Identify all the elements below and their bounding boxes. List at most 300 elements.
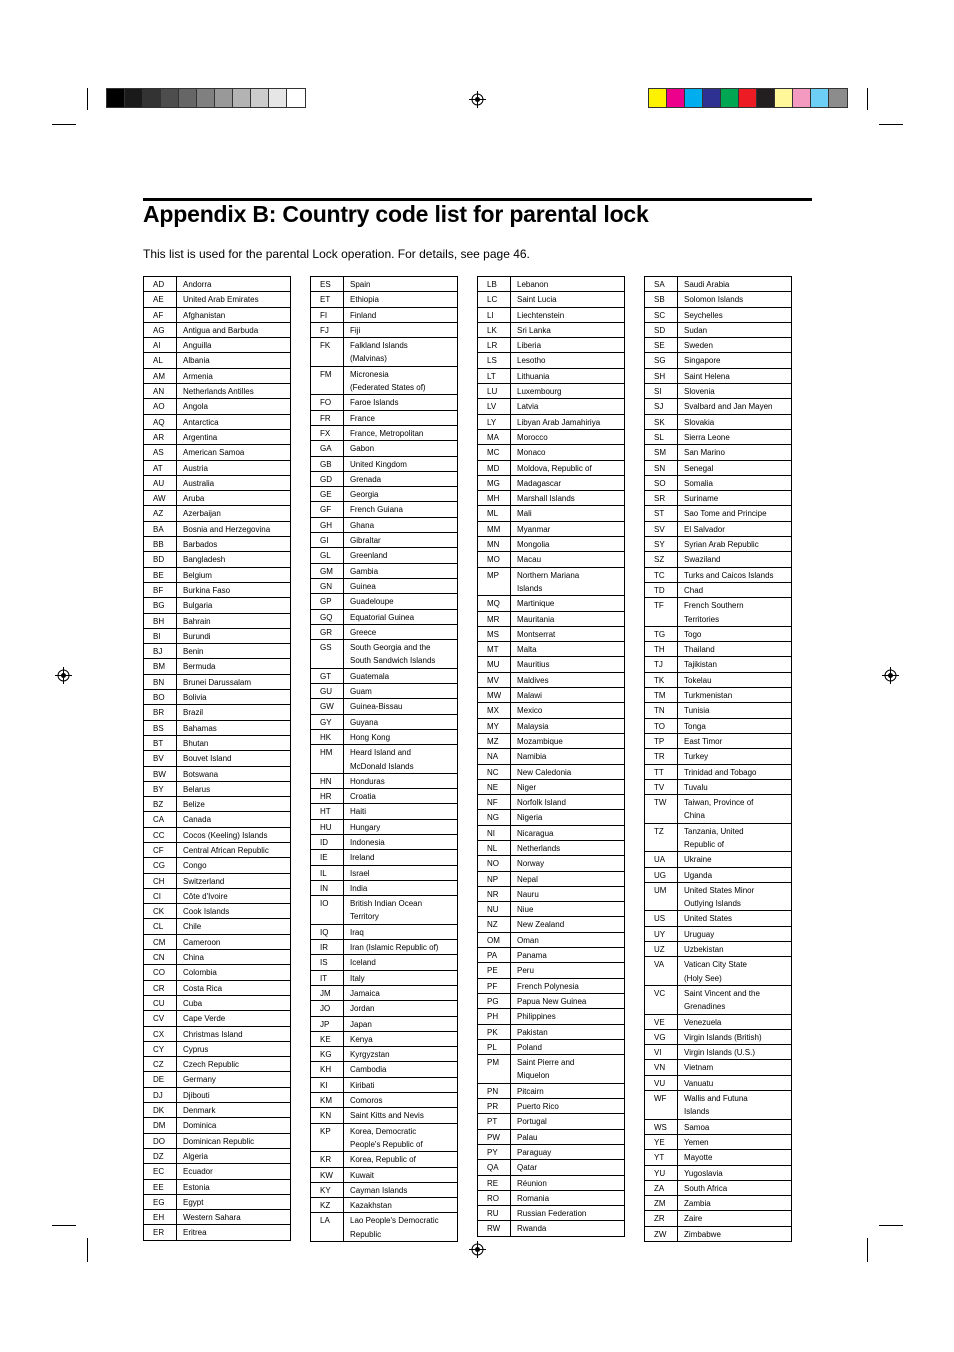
country-name-line: Vietnam xyxy=(684,1063,714,1073)
country-name xyxy=(344,425,458,440)
country-name-line: Switzerland xyxy=(183,876,225,886)
table-row xyxy=(311,668,458,683)
country-name-line: Heard Island and xyxy=(350,748,411,758)
table-row xyxy=(478,626,625,641)
country-code: EC xyxy=(144,1164,177,1179)
country-name xyxy=(344,924,458,939)
country-code: BI xyxy=(144,628,177,643)
country-name xyxy=(344,1016,458,1031)
country-name xyxy=(678,491,792,506)
table-row xyxy=(311,850,458,865)
country-code: KM xyxy=(311,1093,344,1108)
registration-mark-icon xyxy=(55,667,72,684)
country-code: PM xyxy=(478,1055,511,1084)
country-code: MX xyxy=(478,703,511,718)
table-row xyxy=(144,919,291,934)
country-name-line: Belize xyxy=(183,800,205,810)
country-name-line: San Marino xyxy=(684,448,725,458)
country-name-line: Dominica xyxy=(183,1121,217,1131)
country-name-line: Portugal xyxy=(517,1117,547,1127)
country-code: WF xyxy=(645,1091,678,1120)
table-row xyxy=(645,506,792,521)
country-name-line: Guadeloupe xyxy=(350,597,394,607)
country-code: NF xyxy=(478,795,511,810)
country-name-line: Jordan xyxy=(350,1004,375,1014)
country-name xyxy=(344,609,458,624)
table-row xyxy=(478,657,625,672)
country-code: BG xyxy=(144,598,177,613)
table-row xyxy=(311,865,458,880)
country-name-line: Taiwan, Province of xyxy=(684,798,754,808)
country-name-line: Congo xyxy=(183,861,207,871)
table-row xyxy=(645,399,792,414)
country-name-line: Mali xyxy=(517,509,532,519)
country-name xyxy=(177,1194,291,1209)
country-code: AO xyxy=(144,399,177,414)
table-row xyxy=(645,942,792,957)
country-name-line: Kyrgyzstan xyxy=(350,1050,390,1060)
country-name xyxy=(177,644,291,659)
country-name-line: Monaco xyxy=(517,448,546,458)
country-name-line: Mauritania xyxy=(517,614,555,624)
table-row xyxy=(478,1039,625,1054)
country-name xyxy=(678,1091,792,1120)
country-code: HM xyxy=(311,745,344,774)
table-row xyxy=(645,867,792,882)
table-row xyxy=(478,414,625,429)
country-code: FI xyxy=(311,307,344,322)
country-name xyxy=(344,684,458,699)
table-row xyxy=(311,307,458,322)
country-code: DM xyxy=(144,1118,177,1133)
country-name xyxy=(177,858,291,873)
country-code: LB xyxy=(478,277,511,292)
table-row xyxy=(144,888,291,903)
table-row xyxy=(478,948,625,963)
country-name-line: Armenia xyxy=(183,371,213,381)
country-code: SR xyxy=(645,491,678,506)
country-name-line: New Caledonia xyxy=(517,767,572,777)
country-name-line: Turks and Caicos Islands xyxy=(684,570,774,580)
table-row xyxy=(645,537,792,552)
country-name xyxy=(344,1108,458,1123)
country-code: MW xyxy=(478,688,511,703)
country-name xyxy=(177,613,291,628)
table-row xyxy=(144,858,291,873)
country-name xyxy=(511,764,625,779)
country-code: MM xyxy=(478,521,511,536)
country-name-line: South Sandwich Islands xyxy=(350,656,436,666)
country-name-line: Puerto Rico xyxy=(517,1102,559,1112)
country-name xyxy=(344,1198,458,1213)
country-name-line: China xyxy=(183,953,204,963)
country-name-line: Virgin Islands (British) xyxy=(684,1032,762,1042)
country-name-line: Greenland xyxy=(350,551,388,561)
country-name xyxy=(678,1180,792,1195)
country-code: LI xyxy=(478,307,511,322)
country-code: NE xyxy=(478,779,511,794)
table-row xyxy=(311,441,458,456)
country-name-line: Saint Pierre and xyxy=(517,1058,575,1068)
country-name xyxy=(511,537,625,552)
country-code: OM xyxy=(478,932,511,947)
country-name-line: Uzbekistan xyxy=(684,945,724,955)
table-row xyxy=(645,582,792,597)
table-row xyxy=(311,1062,458,1077)
country-name xyxy=(177,1118,291,1133)
calibration-swatch xyxy=(775,89,793,107)
country-name-line: Botswana xyxy=(183,769,219,779)
country-code: SL xyxy=(645,429,678,444)
grayscale-calibration-bar xyxy=(106,88,306,108)
country-name xyxy=(678,718,792,733)
table-row xyxy=(144,307,291,322)
table-row xyxy=(144,1225,291,1240)
table-row xyxy=(311,338,458,367)
country-name xyxy=(511,657,625,672)
country-name-line: Egypt xyxy=(183,1197,204,1207)
country-code: NG xyxy=(478,810,511,825)
table-row xyxy=(144,1011,291,1026)
table-row xyxy=(645,657,792,672)
country-code: FJ xyxy=(311,322,344,337)
country-code: ET xyxy=(311,292,344,307)
country-name-line: Territory xyxy=(350,912,379,922)
country-name-line: Tunisia xyxy=(684,706,710,716)
country-name-line: Suriname xyxy=(684,494,719,504)
country-name xyxy=(678,1211,792,1226)
country-name xyxy=(511,552,625,567)
country-code: GY xyxy=(311,714,344,729)
table-row xyxy=(645,322,792,337)
country-name-line: Cuba xyxy=(183,998,203,1008)
table-row xyxy=(144,965,291,980)
table-row xyxy=(311,970,458,985)
country-name xyxy=(344,789,458,804)
table-row xyxy=(478,1009,625,1024)
country-name-line: Cameroon xyxy=(183,937,221,947)
country-code: GL xyxy=(311,548,344,563)
country-code: CL xyxy=(144,919,177,934)
country-name-line: Sri Lanka xyxy=(517,325,551,335)
country-code: TC xyxy=(645,567,678,582)
country-name-line: Finland xyxy=(350,310,377,320)
country-name-line: France, Metropolitan xyxy=(350,428,424,438)
country-name-line: Bulgaria xyxy=(183,601,213,611)
country-code: IR xyxy=(311,940,344,955)
country-code: BW xyxy=(144,766,177,781)
country-name-line: Guinea-Bissau xyxy=(350,702,403,712)
country-name-line: Libyan Arab Jamahiriya xyxy=(517,417,601,427)
table-row xyxy=(144,659,291,674)
country-code: PT xyxy=(478,1114,511,1129)
table-row xyxy=(645,882,792,911)
table-row xyxy=(645,521,792,536)
country-name-line: Burundi xyxy=(183,631,211,641)
country-code: MO xyxy=(478,552,511,567)
country-name xyxy=(511,399,625,414)
country-code: EH xyxy=(144,1210,177,1225)
country-code: DO xyxy=(144,1133,177,1148)
country-name-line: Republic xyxy=(350,1229,382,1239)
table-row xyxy=(645,368,792,383)
country-code: TD xyxy=(645,582,678,597)
country-name xyxy=(344,804,458,819)
country-name-line: Turkmenistan xyxy=(684,691,733,701)
country-code: IN xyxy=(311,880,344,895)
country-name xyxy=(678,1150,792,1165)
country-name-line: Sudan xyxy=(684,325,708,335)
country-name-line: Nigeria xyxy=(517,813,543,823)
table-row xyxy=(144,613,291,628)
table-row xyxy=(478,353,625,368)
country-name xyxy=(344,548,458,563)
country-name-line: Samoa xyxy=(684,1122,710,1132)
table-row xyxy=(645,1014,792,1029)
country-code: TZ xyxy=(645,823,678,852)
country-name-line: Liechtenstein xyxy=(517,310,565,320)
country-name-line: Argentina xyxy=(183,432,218,442)
country-name-line: Aruba xyxy=(183,494,205,504)
country-name-line: American Samoa xyxy=(183,448,245,458)
table-row xyxy=(311,456,458,471)
table-row xyxy=(645,353,792,368)
table-row xyxy=(144,720,291,735)
table-row xyxy=(478,491,625,506)
crop-mark xyxy=(52,124,76,125)
country-code: RO xyxy=(478,1190,511,1205)
country-name-line: Georgia xyxy=(350,490,379,500)
table-row xyxy=(478,596,625,611)
country-code: KR xyxy=(311,1152,344,1167)
country-name-line: Uruguay xyxy=(684,929,715,939)
country-name-line: Falkland Islands xyxy=(350,341,408,351)
country-name xyxy=(344,578,458,593)
country-code: VC xyxy=(645,985,678,1014)
country-name-line: Netherlands xyxy=(517,843,561,853)
country-name-line: Japan xyxy=(350,1019,372,1029)
country-code: CV xyxy=(144,1011,177,1026)
table-row xyxy=(645,823,792,852)
table-row xyxy=(311,1213,458,1242)
country-name xyxy=(511,1160,625,1175)
country-code: RU xyxy=(478,1206,511,1221)
calibration-swatch xyxy=(161,89,179,107)
country-code: SO xyxy=(645,475,678,490)
table-row xyxy=(144,537,291,552)
table-row xyxy=(478,672,625,687)
country-code: SI xyxy=(645,384,678,399)
country-code: FM xyxy=(311,366,344,395)
table-row xyxy=(478,1221,625,1236)
country-name-line: Algeria xyxy=(183,1151,208,1161)
country-name xyxy=(511,672,625,687)
country-code: LV xyxy=(478,399,511,414)
country-code: MP xyxy=(478,567,511,596)
country-code: SH xyxy=(645,368,678,383)
table-row xyxy=(144,277,291,292)
country-code: BR xyxy=(144,705,177,720)
country-name xyxy=(344,1001,458,1016)
country-name-line: Guyana xyxy=(350,717,379,727)
country-name xyxy=(177,1026,291,1041)
table-row xyxy=(311,548,458,563)
country-name-line: Greece xyxy=(350,627,377,637)
country-code: TR xyxy=(645,749,678,764)
country-name-line: Islands xyxy=(684,1107,710,1117)
table-row xyxy=(311,773,458,788)
country-name-line: Bosnia and Herzegovina xyxy=(183,524,271,534)
table-row xyxy=(478,703,625,718)
table-row xyxy=(478,1160,625,1175)
country-name-line: (Malvinas) xyxy=(350,354,387,364)
country-name xyxy=(344,1182,458,1197)
table-row xyxy=(645,795,792,824)
country-name-line: Ireland xyxy=(350,853,375,863)
country-name-line: Saudi Arabia xyxy=(684,280,730,289)
table-row xyxy=(645,911,792,926)
table-row xyxy=(144,475,291,490)
country-code: SD xyxy=(645,322,678,337)
country-name-line: Guam xyxy=(350,687,372,697)
country-name xyxy=(511,1055,625,1084)
country-name xyxy=(511,626,625,641)
country-name xyxy=(177,628,291,643)
table-row xyxy=(311,1108,458,1123)
country-name xyxy=(678,957,792,986)
country-name-line: United Kingdom xyxy=(350,459,407,469)
country-name xyxy=(511,506,625,521)
country-name xyxy=(344,594,458,609)
country-name xyxy=(344,745,458,774)
country-name xyxy=(344,880,458,895)
table-row xyxy=(478,917,625,932)
country-code: UY xyxy=(645,926,678,941)
table-row xyxy=(144,292,291,307)
country-code: MC xyxy=(478,445,511,460)
table-row xyxy=(311,277,458,292)
table-row xyxy=(144,1210,291,1225)
country-name xyxy=(678,867,792,882)
country-name-line: Marshall Islands xyxy=(517,494,575,504)
country-code: SG xyxy=(645,353,678,368)
country-name-line: Antarctica xyxy=(183,417,219,427)
country-code: CI xyxy=(144,888,177,903)
table-row xyxy=(144,690,291,705)
country-code: TW xyxy=(645,795,678,824)
country-code: GM xyxy=(311,563,344,578)
table-row xyxy=(144,644,291,659)
country-name xyxy=(678,552,792,567)
table-row xyxy=(144,1148,291,1163)
table-row xyxy=(645,1180,792,1195)
country-name xyxy=(678,657,792,672)
country-code: AT xyxy=(144,460,177,475)
country-code: AL xyxy=(144,353,177,368)
table-row xyxy=(311,624,458,639)
country-name xyxy=(678,1060,792,1075)
country-code: SE xyxy=(645,338,678,353)
country-name xyxy=(511,368,625,383)
country-name xyxy=(511,703,625,718)
country-name xyxy=(344,668,458,683)
page-title: Appendix B: Country code list for parental lock xyxy=(143,201,649,227)
country-code: MG xyxy=(478,475,511,490)
table-row xyxy=(144,1072,291,1087)
country-name-line: Poland xyxy=(517,1042,542,1052)
country-name xyxy=(177,888,291,903)
country-code: GD xyxy=(311,471,344,486)
country-code: DE xyxy=(144,1072,177,1087)
country-name xyxy=(511,840,625,855)
table-row xyxy=(478,460,625,475)
country-code: CH xyxy=(144,873,177,888)
country-name xyxy=(678,823,792,852)
country-name-line: United States xyxy=(684,914,733,924)
country-code: AR xyxy=(144,429,177,444)
country-name-line: Micronesia xyxy=(350,369,389,379)
table-row xyxy=(478,277,625,292)
country-name xyxy=(511,521,625,536)
country-name xyxy=(678,985,792,1014)
country-name-line: Somalia xyxy=(684,478,713,488)
country-code: BM xyxy=(144,659,177,674)
country-code: GT xyxy=(311,668,344,683)
country-name xyxy=(344,292,458,307)
country-name-line: Pitcairn xyxy=(517,1086,544,1096)
country-name-line: Guatemala xyxy=(350,671,390,681)
country-name-line: United Arab Emirates xyxy=(183,295,259,305)
table-row xyxy=(478,1206,625,1221)
table-row xyxy=(645,718,792,733)
calibration-swatch xyxy=(269,89,287,107)
country-code: GR xyxy=(311,624,344,639)
table-row xyxy=(311,1016,458,1031)
country-name-line: Mayotte xyxy=(684,1153,713,1163)
country-code: HK xyxy=(311,729,344,744)
country-name-line: Zimbabwe xyxy=(684,1229,721,1239)
country-name-line: Mexico xyxy=(517,706,543,716)
table-row xyxy=(311,533,458,548)
country-name xyxy=(511,322,625,337)
country-name xyxy=(344,624,458,639)
country-name-line: Romania xyxy=(517,1193,550,1203)
country-code: CY xyxy=(144,1041,177,1056)
country-name xyxy=(177,429,291,444)
country-name xyxy=(177,720,291,735)
calibration-swatch xyxy=(287,89,305,107)
country-code: SY xyxy=(645,537,678,552)
table-row xyxy=(311,502,458,517)
country-name xyxy=(344,773,458,788)
table-row xyxy=(144,1057,291,1072)
table-row xyxy=(311,684,458,699)
country-name xyxy=(511,384,625,399)
table-row xyxy=(478,567,625,596)
country-name xyxy=(344,533,458,548)
table-row xyxy=(645,598,792,627)
table-row xyxy=(478,978,625,993)
table-row xyxy=(144,766,291,781)
country-name-line: Hong Kong xyxy=(350,732,391,742)
table-row xyxy=(645,475,792,490)
country-name xyxy=(511,642,625,657)
table-row xyxy=(311,729,458,744)
table-row xyxy=(478,1055,625,1084)
table-row xyxy=(645,926,792,941)
country-name xyxy=(511,932,625,947)
country-name xyxy=(344,955,458,970)
